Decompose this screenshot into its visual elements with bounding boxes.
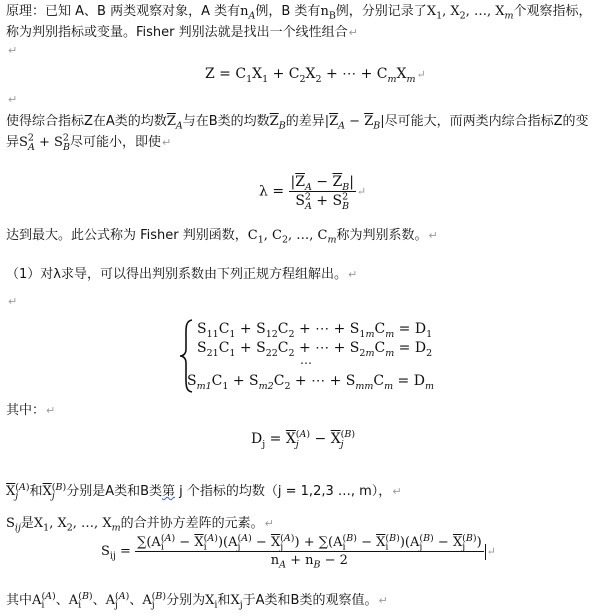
final-paragraph: 其中$A_i^{(A)}$、$A_i^{(B)}$、$A_j^{(A)}$、$A_j^{(B)}$分别为$X_i$和$X_j$于A类和B类的观察值。↵ [6,590,388,611]
goal-paragraph: 使得综合指标Z在A类的均数$\overline{Z}_A$与在B类的均数$\overline{Z}_B$的差异$|\overline{Z}_A - \overline{Z}_B|$尽可能大，而两类内综合指标Z的变异$S^2_A + S^2_B$尽可能小，即使↵ [6,114,589,153]
system-dots: … [300,353,312,367]
system-row-1: $S_{11}C_1 + S_{12}C_2$ + ⋯ + $S_{1m}C_m = D_1$ [197,321,433,340]
system-row-m: $S_{m1}C_1 + S_{m2}C_2$ + ⋯ + $S_{mm}C_m = D_m$ [187,373,434,392]
equation-lambda: λ = $\frac{|\overline{Z}_A - \overline{Z}_B|}{S^2_A + S^2_B}$ ↵ [259,174,367,212]
fisher-paragraph: 达到最大。此公式称为 Fisher 判别函数，$C_1$, $C_2$, …, $C_m$称为判别系数。↵ [6,228,438,246]
text-cursor [485,544,486,560]
empty-paragraph-mark: ↵ [8,93,18,106]
equation-dj: $D_j = \overline{X}_j^{(A)} - \overline{X}_j^{(B)}$ [251,429,356,450]
empty-paragraph-mark: ↵ [8,295,18,308]
equation-linear-combination: $Z = C_1X_1 + C_2X_2$ + ⋯ + $C_mX_m↵$ [205,66,426,85]
empty-paragraph-mark: ↵ [8,44,18,57]
derivation-paragraph: （1）对λ求导，可以得出判别系数由下列正规方程组解出。↵ [6,267,358,282]
where-label: 其中：↵ [6,403,56,418]
means-paragraph: $\overline{X}_j^{(A)}$和$\overline{X}_j^{(B)}$分别是A类和B类第 j 个指标的均数（j = 1,2,3 …, m），↵ [6,481,402,502]
equation-sij: $S_{ij}$ = $\sum(A_i^{(A)} - \overline{X}_i^{(A)})(A_j^{(A)} - \overline{X}_j^{(A)}) + \sum(A_i^{(B)} - \overline{X}_i^{(B)})(A_j^{(B)} - \overline{X}_j^{(B)})$ $n_A + n_B - 2$ ↵ [101,532,496,571]
system-row-2: $S_{21}C_1 + S_{22}C_2$ + ⋯ + $S_{2m}C_m = D_2$ [197,340,433,359]
intro-label: 原理： [6,4,46,19]
covariance-paragraph: $S_{ij}$是$X_1$, $X_2$, …, $X_m$的合并协方差阵的元素。↵ [6,516,274,534]
intro-paragraph: 原理：已知 A、B 两类观察对象，A 类有$n_A$例，B 类有$n_B$例，分别记录了$X_1$, $X_2$, …, $X_m$个观察指标，称为判别指标或变量。Fisher 判别法就是找出一个线性组合↵ [6,4,592,40]
